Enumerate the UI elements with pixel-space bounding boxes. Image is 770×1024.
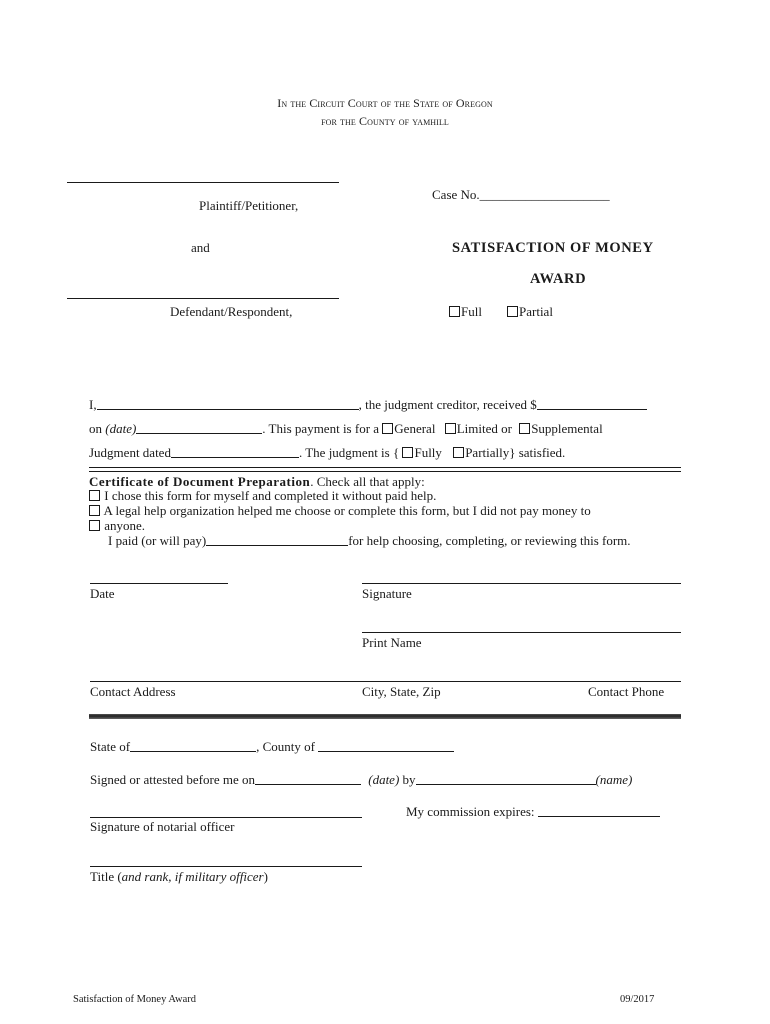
partially-label: Partially} satisfied. [465,445,566,460]
defendant-name-line[interactable] [67,298,339,299]
full-checkbox[interactable] [449,306,460,317]
footer-form-name: Satisfaction of Money Award [73,994,196,1005]
limited-checkbox[interactable] [445,423,456,434]
form-title-line1: SATISFACTION OF MONEY [452,240,654,256]
county-of-label: , County of [256,739,315,754]
signer-name-field[interactable] [416,773,596,785]
paid-suffix: for help choosing, completing, or reviewing this form. [348,533,631,548]
option-1-label: I chose this form for myself and completed it without paid help. [104,488,437,503]
check-all-text: . Check all that apply: [310,474,425,489]
fully-checkbox[interactable] [402,447,413,458]
full-label: Full [461,304,482,319]
judgment-date-field[interactable] [171,446,299,458]
partial-label: Partial [519,304,553,319]
print-name-label: Print Name [362,635,422,650]
form-title-line2: AWARD [530,271,587,287]
creditor-line [89,397,647,413]
creditor-name-field[interactable] [97,398,359,410]
payment-line [89,421,603,437]
partial-checkbox[interactable] [507,306,518,317]
judgment-is-text: . The judgment is { [298,445,400,460]
on-label: on [89,421,102,436]
i-label: I, [89,397,97,412]
state-field[interactable] [130,740,256,752]
notary-signature-line[interactable] [90,817,362,818]
section-separator [89,714,681,719]
partial-option[interactable] [507,304,553,320]
general-label: General [394,421,436,436]
amount-field[interactable] [537,398,647,410]
certificate-heading: Certificate of Document Preparation [89,474,311,489]
certificate-option-2[interactable] [89,503,591,519]
commission-line [406,804,660,820]
partially-checkbox[interactable] [453,447,464,458]
date-label: Date [90,586,115,601]
signature-line[interactable] [362,583,681,584]
judgment-dated-label: Judgment dated [89,445,171,460]
fully-label: Fully [414,445,442,460]
commission-label: My commission expires: [406,804,535,819]
state-county-line [90,739,454,755]
plaintiff-name-line[interactable] [67,182,339,183]
option-2-checkbox[interactable] [89,505,100,516]
creditor-text: , the judgment creditor, received $ [358,397,537,412]
city-state-zip-label: City, State, Zip [362,684,441,699]
option-3-label: anyone. [104,518,146,533]
certificate-option-3[interactable] [89,518,145,534]
title-prefix: Title ( [90,869,122,884]
contact-line[interactable] [90,681,681,682]
state-of-label: State of [90,739,131,754]
commission-date-field[interactable] [538,805,660,817]
paid-line [108,533,631,549]
supplemental-label: Supplemental [531,421,603,436]
certificate-option-1[interactable] [89,488,436,504]
paid-prefix: I paid (or will pay) [108,533,207,548]
signature-label: Signature [362,586,412,601]
general-checkbox[interactable] [382,423,393,434]
and-label: and [191,240,210,255]
date-label: (date) [105,421,137,436]
title-line[interactable] [90,866,362,867]
option-1-checkbox[interactable] [89,490,100,501]
signed-before-label: Signed or attested before me on [90,772,255,787]
print-name-line[interactable] [362,632,681,633]
by-label: by [402,772,416,787]
court-header-line2: for the County of yamhill [321,114,449,128]
title-italic: and rank, if military officer [121,869,264,884]
title-suffix: ) [263,869,268,884]
limited-label: Limited or [456,421,512,436]
plaintiff-label: Plaintiff/Petitioner, [199,198,299,213]
payment-date-field[interactable] [136,422,262,434]
notary-date-label: (date) [368,772,400,787]
name-label: (name) [595,772,633,787]
case-number[interactable]: Case No.____________________ [432,187,610,202]
signed-before-line [90,772,632,788]
contact-address-label: Contact Address [90,684,176,699]
county-field[interactable] [318,740,454,752]
judgment-line [89,445,565,461]
date-line[interactable] [90,583,228,584]
signed-date-field[interactable] [255,773,361,785]
defendant-label: Defendant/Respondent, [170,304,293,319]
notary-signature-label: Signature of notarial officer [90,819,235,834]
paid-amount-field[interactable] [206,534,348,546]
title-label-line [90,869,268,885]
footer-date: 09/2017 [620,994,655,1005]
payment-for-text: . This payment is for a [262,421,380,436]
double-rule [89,467,681,472]
option-2-label: A legal help organization helped me choose or complete this form, but I did not pay money to [103,503,591,518]
full-option[interactable] [449,304,482,320]
option-3-checkbox[interactable] [89,520,100,531]
court-header-line1: In the Circuit Court of the State of Oregon [277,96,493,110]
contact-phone-label: Contact Phone [588,684,665,699]
supplemental-checkbox[interactable] [519,423,530,434]
